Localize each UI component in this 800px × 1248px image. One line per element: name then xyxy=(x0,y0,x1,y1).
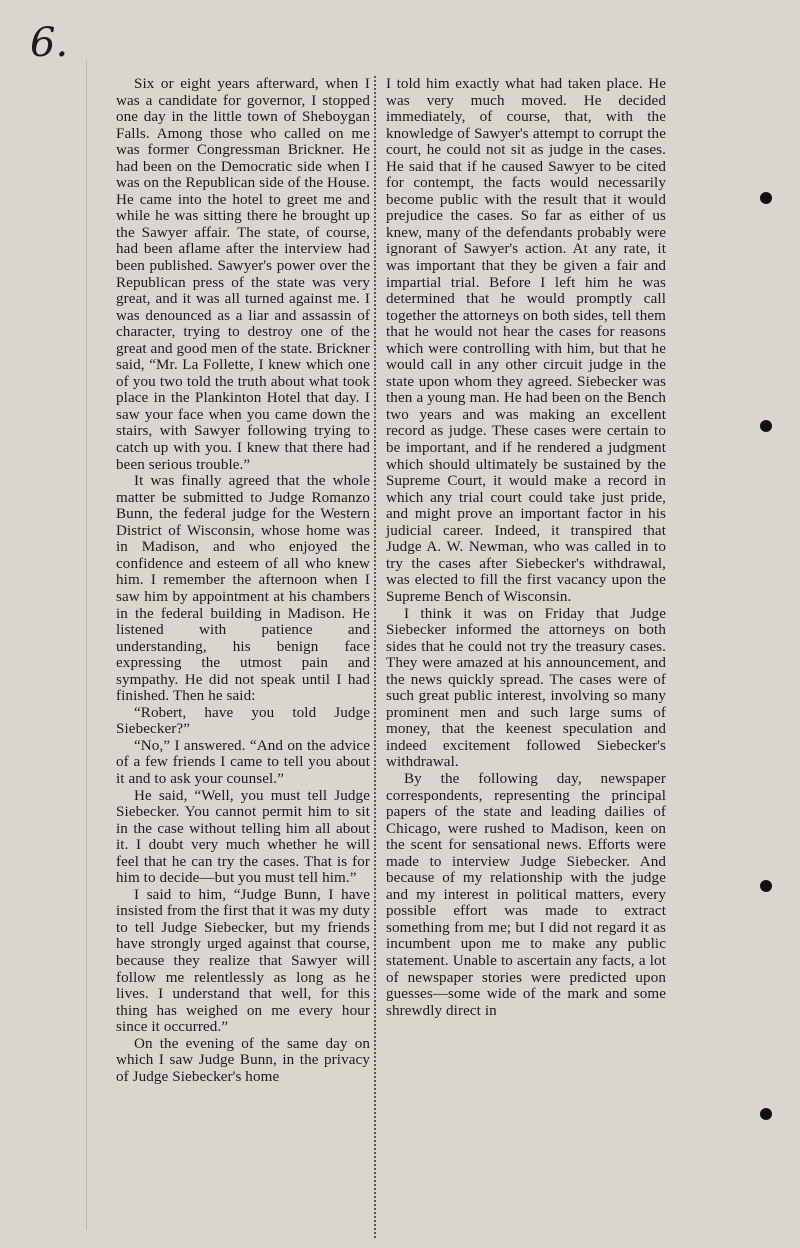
paragraph: Six or eight years afterward, when I was a candidate for governor, I stopped one day in the little town of Sheboygan Falls. Among those who called on me was former Congressman Brickner. He had been on the Democratic side when I was on the Republican side of the House. He came into the hotel to greet me and while he was sitting there he brought up the Sawyer affair. The state, of course, had been aflame after the interview had been published. Sawyer's power over the Republican press of the state was very great, and it was all turned against me. I was denounced as a liar and assassin of character, trying to destroy one of the great and good men of the state. Brickner said, “Mr. La Follette, I knew which one of you two told the truth about what took place in the Plankinton Hotel that day. I saw your face when you came down the stairs, with Sawyer following trying to catch up with you. I knew that there had been serious trouble.” xyxy=(116,76,370,473)
punch-hole-icon xyxy=(760,880,772,892)
right-column xyxy=(386,76,666,1019)
page-number: 6. xyxy=(30,20,69,66)
paragraph: “No,” I answered. “And on the advice of a few friends I came to tell you about it and to ask your counsel.” xyxy=(116,737,370,787)
paragraph: I think it was on Friday that Judge Siebecker informed the attorneys on both sides that he could not try the treasury cases. They were amazed at his announcement, and the news quickly spread. The cases were of such great public interest, involving so many prominent men and such large sums of money, that the keenest speculation and indeed excitement followed Siebecker's withdrawal. xyxy=(386,605,666,771)
punch-hole-icon xyxy=(760,192,772,204)
paragraph: By the following day, newspaper correspondents, representing the principal papers of the state and leading dailies of Chicago, were rushed to Madison, keen on the scent for sensational news. Efforts were made to interview Judge Siebecker. And because of my relationship with the judge and my interest in political matters, every possible effort was made to extract something from me; but I did not regard it as incumbent upon me to make any public statement. Unable to ascertain any facts, a lot of newspaper stories were predicted upon guesses—some wide of the mark and some shrewdly direct in xyxy=(386,770,666,1019)
left-column xyxy=(116,76,370,1085)
paragraph: I said to him, “Judge Bunn, I have insisted from the first that it was my duty to tell Judge Siebecker, but my friends have strongly urged against that course, because they realize that Sawyer will follow me relentlessly as long as he lives. I understand that well, for this thing has weighed on me every hour since it occurred.” xyxy=(116,886,370,1036)
punch-hole-icon xyxy=(760,1108,772,1120)
scan-edge-line xyxy=(86,60,87,1230)
punch-hole-icon xyxy=(760,420,772,432)
paragraph: “Robert, have you told Judge Siebecker?” xyxy=(116,704,370,738)
column-divider xyxy=(374,76,376,1238)
paragraph: I told him exactly what had taken place. He was very much moved. He decided immediately, of course, that, with the knowledge of Sawyer's attempt to corrupt the court, he could not sit as judge in the cases. He said that if he caused Sawyer to be cited for contempt, the facts would necessarily become public with the result that it would prejudice the cases. So far as either of us knew, many of the defendants probably were ignorant of Sawyer's action. At any rate, it was important that they be given a fair and impartial trial. Before I left him he was determined that he would promptly call together the attorneys on both sides, tell them that he would not hear the cases for reasons which were controlling with him, but that he would call in any other circuit judge in the state upon whom they agreed. Siebecker was then a young man. He had been on the Bench two years and was making an excellent record as judge. These cases were certain to be important, and if he rendered a judgment which should ultimately be sustained by the Supreme Court, it would make a record in which any trial court could take just pride, and might prove an important factor in his judicial career. Indeed, it transpired that Judge A. W. Newman, who was called in to try the cases after Siebecker's withdrawal, was elected to fill the first vacancy upon the Supreme Bench of Wisconsin. xyxy=(386,76,666,605)
paragraph: He said, “Well, you must tell Judge Siebecker. You cannot permit him to sit in the case without telling him all about it. I doubt very much whether he will feel that he can try the cases. That is for him to decide—but you must tell him.” xyxy=(116,787,370,887)
paragraph: On the evening of the same day on which I saw Judge Bunn, in the privacy of Judge Siebecker's home xyxy=(116,1035,370,1085)
paragraph: It was finally agreed that the whole matter be submitted to Judge Romanzo Bunn, the federal judge for the Western District of Wisconsin, whose home was in Madison, and who enjoyed the confidence and esteem of all who knew him. I remember the afternoon when I saw him by appointment at his chambers in the federal building in Madison. He listened with patience and understanding, his benign face expressing the utmost pain and sympathy. He did not speak until I had finished. Then he said: xyxy=(116,473,370,705)
